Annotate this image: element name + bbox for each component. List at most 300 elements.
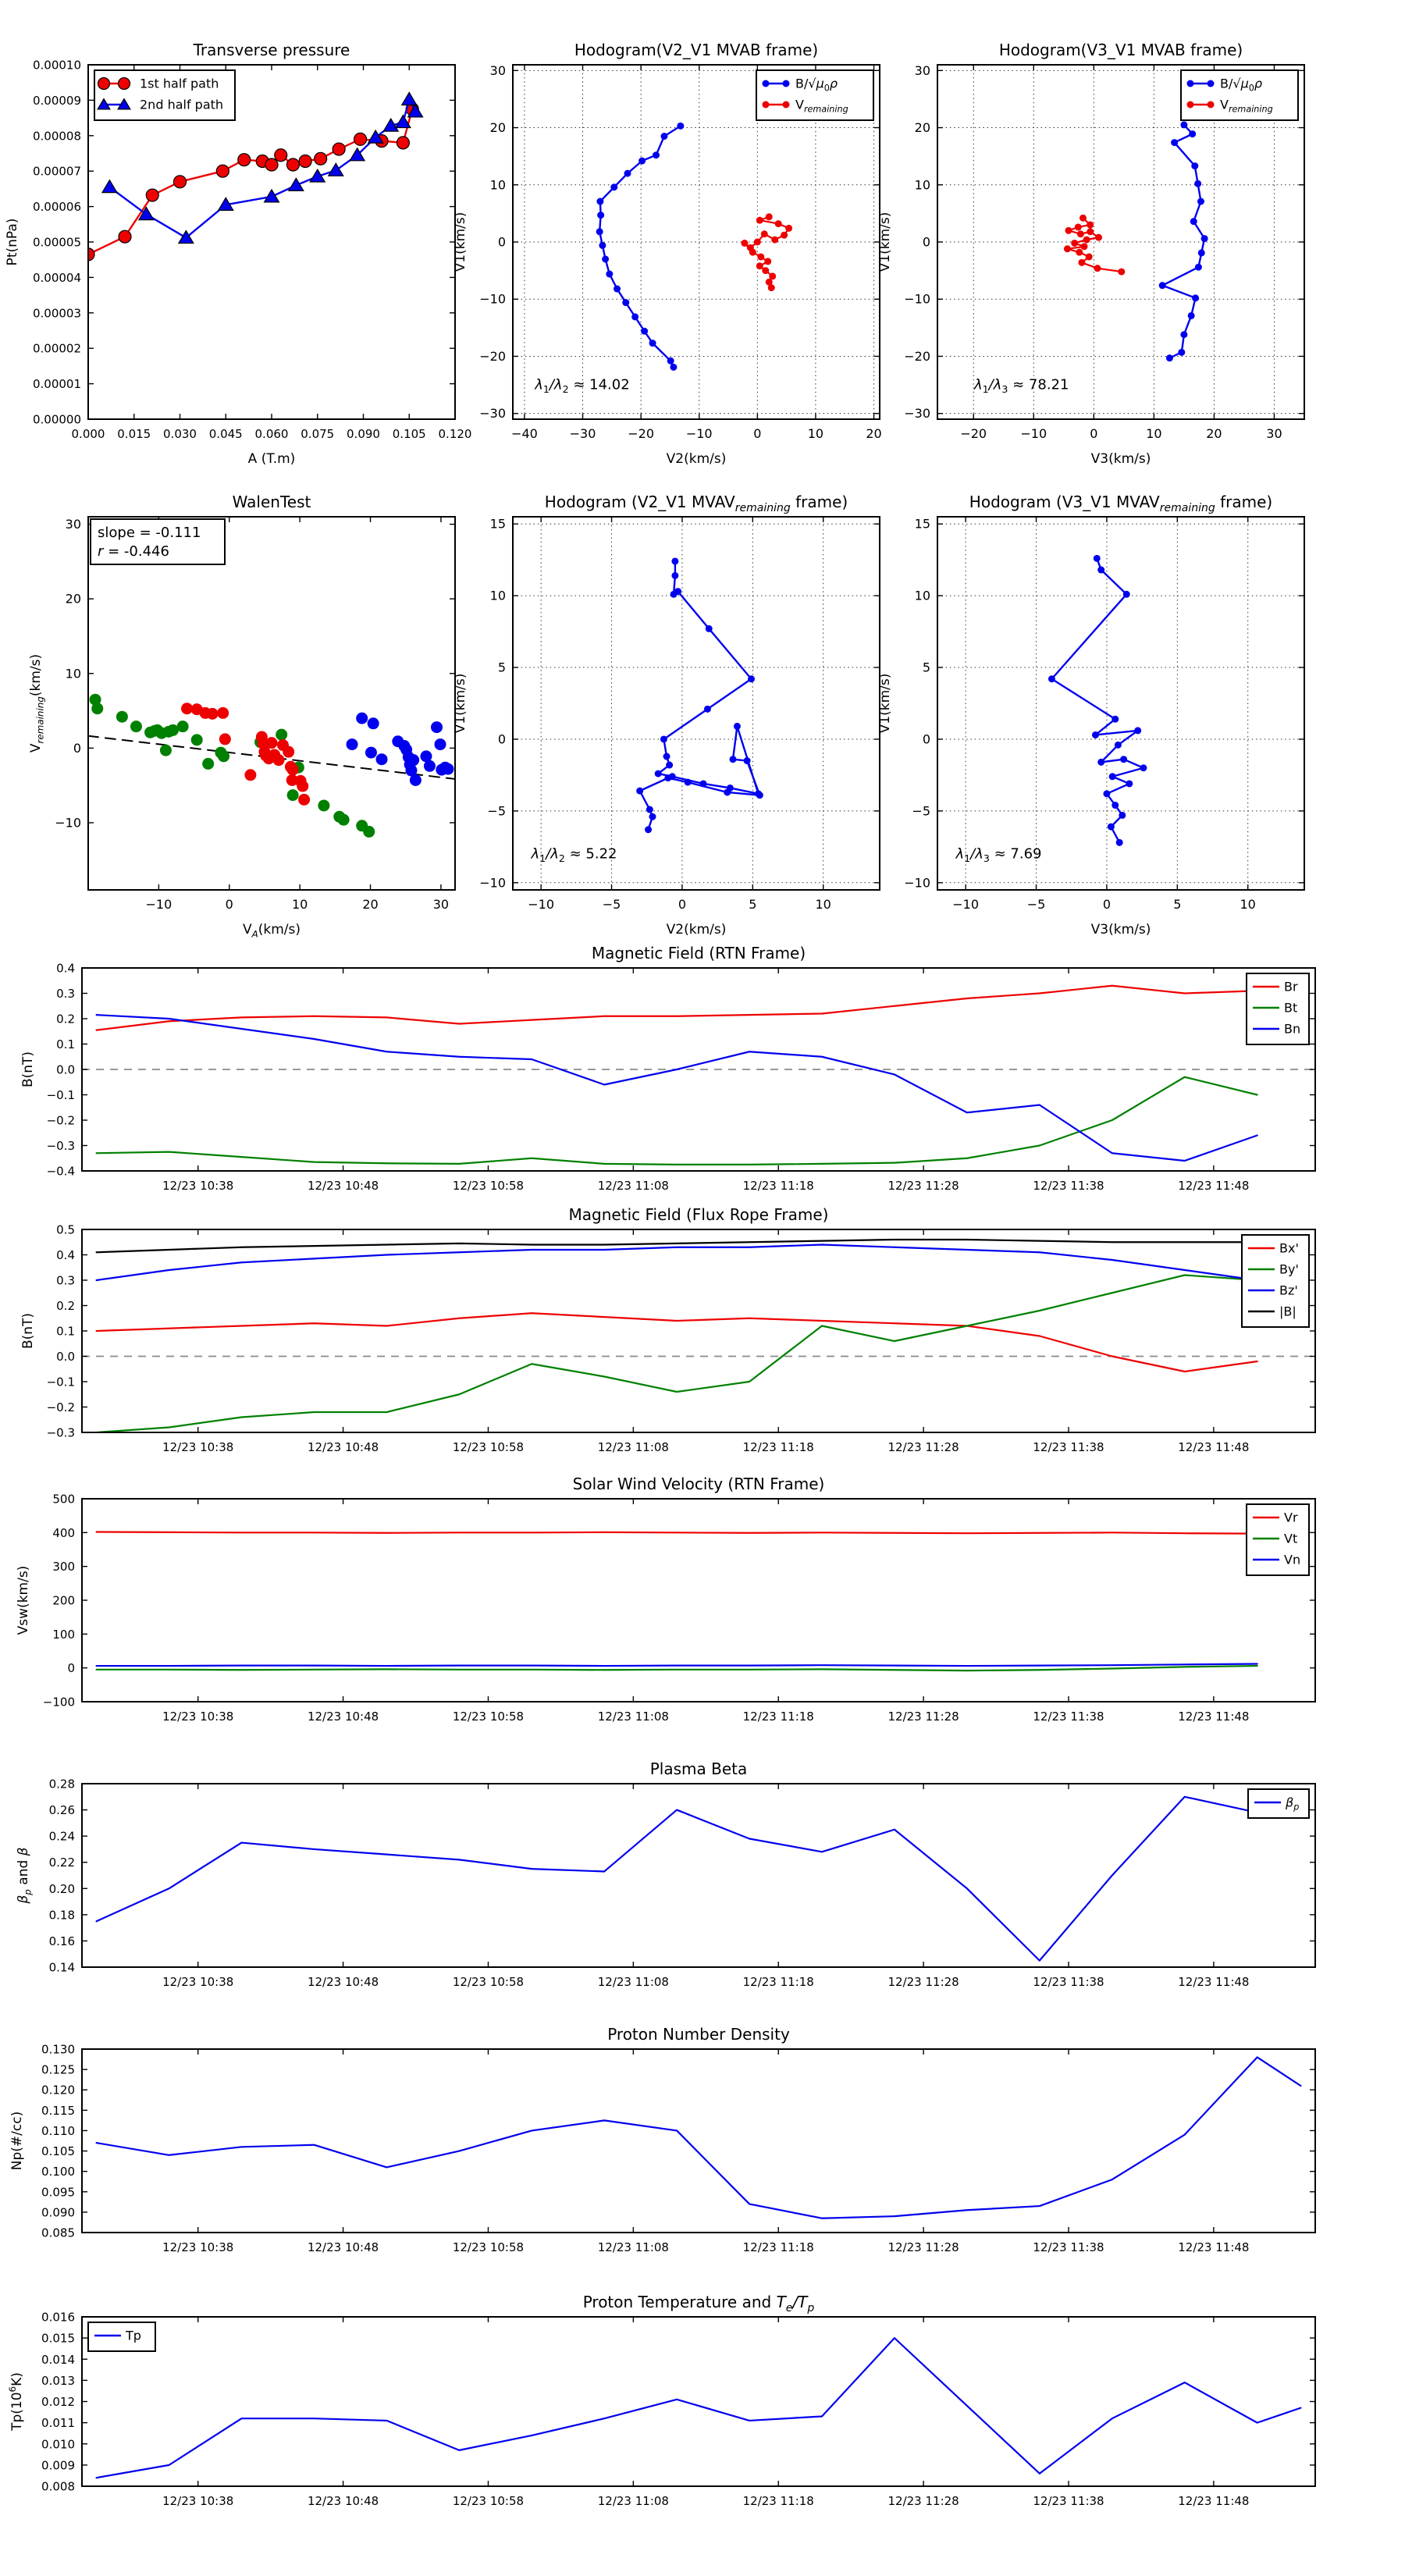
marker-dot bbox=[1087, 222, 1094, 229]
y-axis-label: B(nT) bbox=[20, 1312, 36, 1350]
y-tick-label: 0.00001 bbox=[32, 377, 81, 392]
legend-label: $V_{remaining}$ bbox=[1220, 97, 1273, 115]
x-tick-label: 20 bbox=[1206, 426, 1222, 441]
y-tick-label: 0.125 bbox=[41, 2062, 75, 2077]
x-tick-label: 12/23 10:58 bbox=[452, 1440, 525, 1454]
x-tick-label: 12/23 11:08 bbox=[597, 2240, 669, 2254]
plot-hodogram-v3v1-mvav bbox=[877, 493, 1304, 938]
y-tick-label: 0.015 bbox=[41, 2331, 75, 2346]
marker-dot bbox=[763, 101, 770, 109]
marker-dot bbox=[660, 735, 667, 742]
marker-dot bbox=[706, 625, 713, 632]
marker-dot bbox=[741, 240, 748, 247]
y-tick-label: 0.3 bbox=[56, 987, 75, 1001]
marker-dot bbox=[119, 78, 130, 90]
marker-dot bbox=[1198, 249, 1205, 256]
annotation-box bbox=[91, 519, 225, 564]
x-tick-label: 12/23 11:48 bbox=[1178, 1179, 1250, 1193]
y-tick-label: 10 bbox=[489, 177, 506, 193]
axes-background bbox=[82, 1784, 1315, 1967]
y-tick-label: 0.008 bbox=[41, 2479, 75, 2494]
axes-background bbox=[82, 1499, 1315, 1702]
y-tick-label: −0.4 bbox=[46, 1164, 75, 1179]
marker-dot bbox=[1109, 773, 1116, 780]
x-tick-label: −5 bbox=[602, 897, 621, 912]
annotation: $\lambda_1/\lambda_2 \approx 5.22$ bbox=[531, 845, 617, 864]
plot-walen-test bbox=[28, 493, 455, 939]
marker-dot bbox=[1195, 264, 1202, 271]
marker-dot bbox=[286, 158, 299, 171]
y-tick-label: −10 bbox=[479, 875, 506, 891]
y-tick-label: 0 bbox=[73, 740, 81, 756]
plot-title: Transverse pressure bbox=[193, 41, 350, 59]
x-tick-label: 12/23 11:48 bbox=[1178, 1975, 1250, 1989]
marker-dot bbox=[671, 572, 678, 579]
marker-dot bbox=[219, 733, 231, 745]
x-tick-label: 30 bbox=[1266, 426, 1282, 441]
x-tick-label: 12/23 11:18 bbox=[742, 1710, 814, 1724]
marker-dot bbox=[177, 720, 189, 732]
marker-dot bbox=[1112, 716, 1119, 723]
x-tick-label: −10 bbox=[685, 426, 713, 441]
marker-dot bbox=[775, 220, 782, 227]
marker-dot bbox=[1189, 130, 1196, 137]
marker-dot bbox=[624, 170, 631, 177]
marker-dot bbox=[315, 152, 327, 165]
y-axis-label: $Tp(10^6K)$ bbox=[7, 2372, 25, 2431]
y-tick-label: 0.090 bbox=[41, 2205, 75, 2220]
x-axis-label: V3(km/s) bbox=[1090, 451, 1151, 467]
legend bbox=[94, 70, 235, 120]
y-tick-label: 0.014 bbox=[41, 2352, 75, 2367]
y-tick-label: −10 bbox=[904, 875, 930, 891]
x-tick-label: 10 bbox=[1240, 897, 1256, 912]
y-axis-label: Pt(nPa) bbox=[5, 218, 20, 266]
marker-dot bbox=[670, 364, 677, 371]
marker-dot bbox=[275, 149, 287, 162]
y-tick-label: 0.110 bbox=[41, 2123, 75, 2138]
x-tick-label: 5 bbox=[749, 897, 757, 912]
legend-label: $V_{remaining}$ bbox=[795, 97, 848, 115]
marker-dot bbox=[1112, 802, 1119, 809]
x-tick-label: 10 bbox=[291, 897, 308, 912]
y-tick-label: 0.085 bbox=[41, 2226, 75, 2240]
legend-label: $B/√\mu_0\rho$ bbox=[1220, 76, 1263, 94]
marker-dot bbox=[354, 133, 367, 145]
marker-dot bbox=[363, 826, 375, 838]
marker-dot bbox=[130, 720, 142, 732]
plot-hodogram-v2v1-mvab bbox=[453, 41, 882, 467]
marker-dot bbox=[756, 262, 763, 269]
x-tick-label: 12/23 10:48 bbox=[307, 1440, 379, 1454]
legend-box bbox=[1248, 1789, 1309, 1818]
y-tick-label: −30 bbox=[904, 406, 930, 422]
y-axis-label: V1(km/s) bbox=[877, 673, 893, 734]
marker-dot bbox=[1094, 555, 1101, 562]
marker-dot bbox=[265, 158, 278, 171]
marker-dot bbox=[318, 799, 329, 811]
marker-dot bbox=[645, 826, 652, 833]
marker-dot bbox=[783, 101, 790, 109]
marker-dot bbox=[1201, 235, 1208, 242]
x-tick-label: 0.075 bbox=[301, 427, 335, 441]
plot-proton-temperature bbox=[7, 2293, 1315, 2508]
y-tick-label: 15 bbox=[914, 516, 930, 532]
marker-dot bbox=[98, 78, 110, 90]
x-tick-label: −5 bbox=[1026, 897, 1046, 912]
x-tick-label: 0.105 bbox=[392, 427, 426, 441]
x-tick-label: 30 bbox=[432, 897, 450, 912]
x-tick-label: 12/23 11:48 bbox=[1178, 1710, 1250, 1724]
marker-dot bbox=[1159, 282, 1166, 289]
marker-dot bbox=[596, 228, 603, 235]
legend-label: Vn bbox=[1284, 1552, 1301, 1567]
legend-label: By' bbox=[1279, 1261, 1299, 1277]
marker-dot bbox=[410, 774, 422, 786]
marker-dot bbox=[734, 723, 741, 730]
plot-velocity-rtn bbox=[16, 1475, 1315, 1724]
plot-mag-fluxrope bbox=[20, 1205, 1315, 1454]
x-tick-label: 12/23 10:38 bbox=[162, 1179, 234, 1193]
marker-dot bbox=[606, 271, 613, 278]
marker-dot bbox=[766, 213, 773, 220]
y-tick-label: 0.5 bbox=[56, 1222, 75, 1237]
x-tick-label: 12/23 10:58 bbox=[452, 1975, 525, 1989]
x-tick-label: 12/23 11:08 bbox=[597, 1179, 669, 1193]
marker-dot bbox=[764, 258, 771, 265]
marker-dot bbox=[757, 254, 764, 261]
x-tick-label: 12/23 11:38 bbox=[1033, 1179, 1104, 1193]
y-tick-label: 0.1 bbox=[56, 1037, 75, 1051]
marker-dot bbox=[1078, 259, 1085, 266]
x-tick-label: 12/23 10:48 bbox=[307, 1975, 379, 1989]
x-tick-label: 12/23 10:58 bbox=[452, 1179, 525, 1193]
y-tick-label: 0.00010 bbox=[32, 58, 81, 73]
marker-dot bbox=[671, 557, 678, 564]
marker-dot bbox=[1087, 228, 1094, 235]
y-tick-label: 500 bbox=[52, 1492, 75, 1507]
marker-dot bbox=[597, 212, 604, 219]
marker-dot bbox=[1166, 354, 1173, 361]
y-axis-label: $V_{remaining}(km/s)$ bbox=[28, 653, 46, 753]
x-tick-label: 0 bbox=[1102, 897, 1112, 912]
axes-background bbox=[88, 517, 455, 890]
marker-dot bbox=[207, 708, 219, 720]
marker-dot bbox=[602, 255, 609, 262]
marker-dot bbox=[376, 753, 388, 765]
marker-dot bbox=[1081, 243, 1088, 250]
y-tick-label: 0.2 bbox=[56, 1012, 75, 1026]
x-tick-label: −30 bbox=[569, 426, 596, 441]
x-axis-label: V2(km/s) bbox=[666, 922, 727, 938]
marker-dot bbox=[1194, 180, 1201, 187]
y-tick-label: 0 bbox=[497, 234, 506, 250]
x-tick-label: 10 bbox=[815, 897, 831, 912]
marker-dot bbox=[762, 267, 769, 274]
y-tick-label: 30 bbox=[914, 62, 930, 78]
x-tick-label: 12/23 11:38 bbox=[1033, 1440, 1104, 1454]
x-tick-label: 12/23 11:28 bbox=[887, 1975, 959, 1989]
marker-dot bbox=[273, 754, 285, 766]
x-tick-label: 12/23 11:08 bbox=[597, 1710, 669, 1724]
y-tick-label: 30 bbox=[489, 62, 506, 78]
marker-dot bbox=[622, 299, 629, 306]
marker-dot bbox=[424, 760, 436, 772]
y-tick-label: 400 bbox=[52, 1525, 75, 1540]
y-axis-label: V1(km/s) bbox=[877, 212, 893, 272]
y-tick-label: 0.4 bbox=[56, 1248, 75, 1262]
y-tick-label: 0.3 bbox=[56, 1273, 75, 1288]
plot-title: Magnetic Field (RTN Frame) bbox=[591, 944, 806, 962]
axes-background bbox=[82, 2049, 1315, 2233]
y-tick-label: 20 bbox=[65, 591, 81, 607]
x-tick-label: 0 bbox=[225, 897, 233, 912]
axes-background bbox=[513, 517, 880, 890]
marker-dot bbox=[667, 358, 674, 365]
plot-mag-rtn bbox=[20, 944, 1315, 1193]
plot-title: Hodogram (V2_V1 $MVAV_{remaining}$ frame) bbox=[544, 493, 848, 514]
legend-label: Bt bbox=[1284, 1000, 1298, 1016]
y-tick-label: 10 bbox=[914, 177, 930, 193]
marker-dot bbox=[614, 286, 621, 293]
marker-dot bbox=[783, 80, 790, 87]
legend-label: 2nd half path bbox=[140, 97, 224, 112]
x-tick-label: 12/23 11:18 bbox=[742, 2240, 814, 2254]
marker-dot bbox=[1171, 139, 1178, 146]
legend-label: Bx' bbox=[1279, 1240, 1299, 1256]
y-tick-label: 0.0 bbox=[56, 1062, 75, 1077]
y-tick-label: 0.4 bbox=[56, 961, 75, 976]
y-tick-label: 0.14 bbox=[48, 1960, 75, 1975]
marker-dot bbox=[781, 232, 788, 239]
y-tick-label: −0.2 bbox=[46, 1113, 75, 1128]
marker-dot bbox=[610, 183, 617, 190]
marker-dot bbox=[638, 158, 646, 165]
y-tick-label: 15 bbox=[489, 516, 506, 532]
marker-dot bbox=[748, 675, 755, 682]
x-tick-label: 0 bbox=[678, 897, 687, 912]
y-tick-label: 0.00007 bbox=[32, 164, 81, 179]
x-tick-label: 12/23 11:08 bbox=[597, 1440, 669, 1454]
y-tick-label: 20 bbox=[489, 120, 506, 136]
plot-title: Solar Wind Velocity (RTN Frame) bbox=[572, 1475, 825, 1493]
marker-dot bbox=[646, 806, 653, 813]
x-tick-label: 0.090 bbox=[347, 427, 380, 441]
marker-dot bbox=[674, 588, 681, 595]
y-tick-label: −10 bbox=[55, 815, 81, 831]
plot-transverse-pressure bbox=[5, 41, 471, 467]
y-tick-label: 0.00002 bbox=[32, 341, 81, 356]
y-axis-label: B(nT) bbox=[20, 1051, 36, 1088]
marker-dot bbox=[1208, 80, 1215, 87]
x-axis-label: V2(km/s) bbox=[666, 451, 727, 467]
y-axis-label: V1(km/s) bbox=[453, 673, 468, 734]
x-tick-label: 12/23 11:28 bbox=[887, 2240, 959, 2254]
y-axis-label: Np(#/cc) bbox=[9, 2111, 25, 2171]
marker-dot bbox=[174, 176, 187, 188]
x-tick-label: −40 bbox=[511, 426, 538, 441]
y-tick-label: 0.18 bbox=[48, 1908, 75, 1923]
marker-dot bbox=[397, 137, 409, 149]
annotation: $\lambda_1/\lambda_2 \approx 14.02$ bbox=[535, 376, 630, 395]
legend-label: Vt bbox=[1284, 1531, 1298, 1546]
y-tick-label: 0.22 bbox=[48, 1856, 75, 1870]
marker-dot bbox=[761, 230, 768, 237]
x-tick-label: 12/23 10:38 bbox=[162, 2240, 234, 2254]
y-tick-label: 0.00004 bbox=[32, 270, 81, 285]
marker-dot bbox=[1190, 218, 1197, 225]
x-tick-label: 12/23 11:18 bbox=[742, 1440, 814, 1454]
marker-dot bbox=[202, 758, 214, 770]
plot-title: Magnetic Field (Flux Rope Frame) bbox=[568, 1205, 829, 1224]
legend-label: 1st half path bbox=[140, 76, 219, 91]
annotation: $\lambda_1/\lambda_3 \approx 7.69$ bbox=[955, 845, 1042, 864]
y-tick-label: 0.24 bbox=[48, 1829, 75, 1844]
marker-dot bbox=[660, 133, 667, 140]
marker-dot bbox=[771, 237, 778, 244]
plot-proton-density bbox=[9, 2025, 1315, 2254]
x-tick-label: 12/23 11:28 bbox=[887, 2494, 959, 2508]
marker-dot bbox=[1178, 349, 1185, 356]
marker-dot bbox=[333, 143, 345, 155]
x-tick-label: 12/23 10:38 bbox=[162, 2494, 234, 2508]
y-tick-label: −0.3 bbox=[46, 1139, 75, 1153]
y-tick-label: 0.00003 bbox=[32, 306, 81, 321]
marker-dot bbox=[700, 780, 707, 787]
marker-dot bbox=[442, 763, 454, 775]
x-tick-label: 12/23 10:48 bbox=[307, 2240, 379, 2254]
x-tick-label: 0.030 bbox=[163, 427, 197, 441]
marker-dot bbox=[299, 155, 311, 167]
x-tick-label: −20 bbox=[960, 426, 987, 441]
x-tick-label: 12/23 10:48 bbox=[307, 1179, 379, 1193]
marker-dot bbox=[1180, 121, 1187, 128]
marker-dot bbox=[1094, 265, 1101, 272]
legend bbox=[1242, 1235, 1309, 1327]
y-tick-label: 0.010 bbox=[41, 2437, 75, 2452]
legend bbox=[1181, 70, 1298, 120]
line-Vr bbox=[97, 1532, 1257, 1533]
plot-plasma-beta bbox=[16, 1759, 1315, 1989]
marker-dot bbox=[283, 746, 294, 758]
marker-dot bbox=[191, 734, 203, 745]
x-tick-label: 12/23 11:18 bbox=[742, 2494, 814, 2508]
y-tick-label: −100 bbox=[42, 1695, 75, 1710]
x-tick-label: 0 bbox=[1090, 426, 1098, 441]
legend-label: $\beta_p$ bbox=[1286, 1795, 1300, 1813]
legend bbox=[1247, 1504, 1309, 1575]
marker-dot bbox=[347, 738, 358, 750]
marker-dot bbox=[1092, 731, 1099, 738]
marker-dot bbox=[666, 762, 673, 769]
marker-dot bbox=[1134, 727, 1141, 734]
x-tick-label: 12/23 10:38 bbox=[162, 1710, 234, 1724]
y-tick-label: −10 bbox=[479, 291, 506, 307]
marker-dot bbox=[1180, 331, 1187, 338]
marker-dot bbox=[724, 788, 731, 795]
y-tick-label: −20 bbox=[479, 348, 506, 364]
y-tick-label: −5 bbox=[912, 803, 930, 819]
y-tick-label: 0.2 bbox=[56, 1299, 75, 1313]
legend bbox=[1247, 973, 1309, 1044]
x-tick-label: 5 bbox=[1173, 897, 1182, 912]
marker-dot bbox=[1116, 839, 1123, 846]
y-tick-label: −20 bbox=[904, 348, 930, 364]
y-tick-label: 0 bbox=[922, 234, 930, 250]
x-tick-label: 0.045 bbox=[208, 427, 243, 441]
marker-dot bbox=[1097, 567, 1104, 574]
y-tick-label: 30 bbox=[65, 517, 81, 532]
y-axis-label: Vsw(km/s) bbox=[16, 1565, 31, 1635]
marker-dot bbox=[1188, 312, 1195, 319]
marker-dot bbox=[407, 754, 419, 766]
x-tick-label: 12/23 11:48 bbox=[1178, 1440, 1250, 1454]
y-tick-label: 0.120 bbox=[41, 2083, 75, 2097]
marker-dot bbox=[91, 703, 103, 714]
marker-dot bbox=[1126, 780, 1133, 787]
marker-dot bbox=[1077, 230, 1084, 237]
legend bbox=[756, 70, 873, 120]
marker-dot bbox=[1120, 756, 1127, 763]
y-tick-label: 0.011 bbox=[41, 2416, 75, 2431]
marker-dot bbox=[744, 757, 751, 764]
legend-box bbox=[88, 2322, 155, 2351]
marker-dot bbox=[1118, 269, 1125, 276]
plot-title: Hodogram (V3_V1 $MVAV_{remaining}$ frame) bbox=[969, 493, 1273, 514]
x-tick-label: 0 bbox=[753, 426, 762, 441]
marker-dot bbox=[297, 781, 308, 792]
x-axis-label: V3(km/s) bbox=[1090, 922, 1151, 938]
x-tick-label: 12/23 11:18 bbox=[742, 1179, 814, 1193]
plot-hodogram-v3v1-mvab bbox=[877, 41, 1304, 467]
marker-dot bbox=[1191, 162, 1198, 169]
x-tick-label: 12/23 10:48 bbox=[307, 2494, 379, 2508]
axes-background bbox=[82, 1229, 1315, 1432]
y-tick-label: −0.1 bbox=[46, 1088, 75, 1102]
x-tick-label: 12/23 11:38 bbox=[1033, 2240, 1104, 2254]
axes-background bbox=[82, 2317, 1315, 2486]
marker-dot bbox=[649, 340, 656, 347]
x-tick-label: 12/23 11:28 bbox=[887, 1179, 959, 1193]
y-tick-label: −0.2 bbox=[46, 1400, 75, 1414]
y-tick-label: 0.100 bbox=[41, 2165, 75, 2179]
marker-dot bbox=[1187, 101, 1194, 109]
y-tick-label: 0.105 bbox=[41, 2144, 75, 2159]
x-tick-label: 12/23 11:48 bbox=[1178, 2240, 1250, 2254]
plot-title: WalenTest bbox=[232, 493, 311, 511]
y-tick-label: 0 bbox=[497, 731, 506, 747]
marker-dot bbox=[704, 706, 711, 713]
y-tick-label: 0.130 bbox=[41, 2042, 75, 2057]
x-tick-label: 12/23 11:28 bbox=[887, 1440, 959, 1454]
marker-dot bbox=[368, 717, 379, 729]
marker-dot bbox=[1080, 215, 1087, 222]
y-tick-label: 0.1 bbox=[56, 1324, 75, 1339]
y-tick-label: 0.00008 bbox=[32, 129, 81, 144]
marker-dot bbox=[1197, 198, 1204, 205]
x-tick-label: −10 bbox=[952, 897, 980, 912]
x-tick-label: 12/23 11:18 bbox=[742, 1975, 814, 1989]
marker-dot bbox=[1103, 790, 1110, 797]
x-tick-label: −10 bbox=[145, 897, 173, 912]
y-tick-label: 5 bbox=[497, 660, 506, 675]
marker-dot bbox=[146, 189, 158, 201]
y-tick-label: −0.1 bbox=[46, 1375, 75, 1389]
marker-dot bbox=[1097, 759, 1104, 766]
marker-dot bbox=[641, 328, 648, 335]
x-tick-label: 12/23 11:48 bbox=[1178, 2494, 1250, 2508]
y-tick-label: 0.0 bbox=[56, 1350, 75, 1364]
